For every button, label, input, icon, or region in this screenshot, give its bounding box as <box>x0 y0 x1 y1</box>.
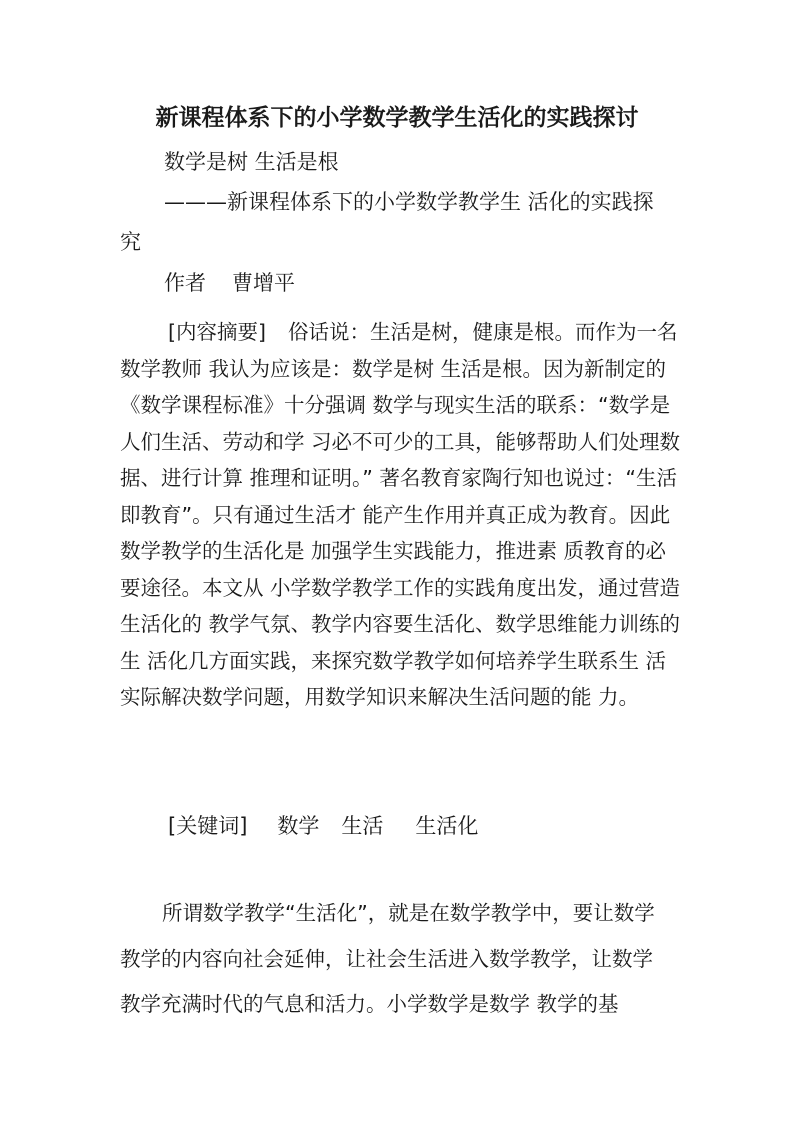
subtitle: 数学是树 生活是根 <box>164 150 339 174</box>
keywords-label: [关键词] <box>168 814 248 838</box>
keyword-item: 生活 <box>341 814 384 838</box>
abstract-paragraph <box>120 314 680 716</box>
document-title: 新课程体系下的小学数学教学生活化的实践探讨 <box>155 104 639 131</box>
heading-line-1: ———新课程体系下的小学数学教学生 活化的实践探 <box>164 190 654 214</box>
body-paragraph: 所谓数学教学“生活化”，就是在数学教学中，要让数学教学的内容向社会延伸，让社会生活进入数学教学，让数学教学充满时代的气息和活力。小学数学是数学 教学的基 <box>120 901 655 1016</box>
author-line <box>164 268 295 298</box>
abstract-text: 俗话说：生活是树，健康是根。而作为一名数学教师 我认为应该是：数学是树 生活是根。因为新制定的《数学课程标准》十分强调 数学与现实生活的联系：“数学是人们生活、劳动和学 习必不可少的工具，能够帮助人们处理数据、进行计算 推理和证明。” 著名教育家陶行知也说过：“生活即教育”。只有通过生活才 能产生作用并真正成为教育。因此数学教学的生活化是 加强学生实践能力，推进素 质教育的必要途径。本文从 小学数学教学工作的实践角度出发，通过营造生活化的 教学气氛、教学内容要生活化、数学思维能力训练的生 活化几方面实践，来探究数学教学如何培养学生联系生 活实际解决数学问题，用数学知识来解决生活问题的能 力。 <box>120 320 681 709</box>
heading-line-2: 究 <box>120 230 141 254</box>
keywords-line <box>168 811 478 841</box>
author-name: 曹增平 <box>232 271 295 295</box>
abstract-label: [内容摘要] <box>168 320 266 344</box>
keyword-item: 数学 <box>277 814 320 838</box>
author-label: 作者 <box>164 271 206 295</box>
keyword-item: 生活化 <box>415 814 479 838</box>
